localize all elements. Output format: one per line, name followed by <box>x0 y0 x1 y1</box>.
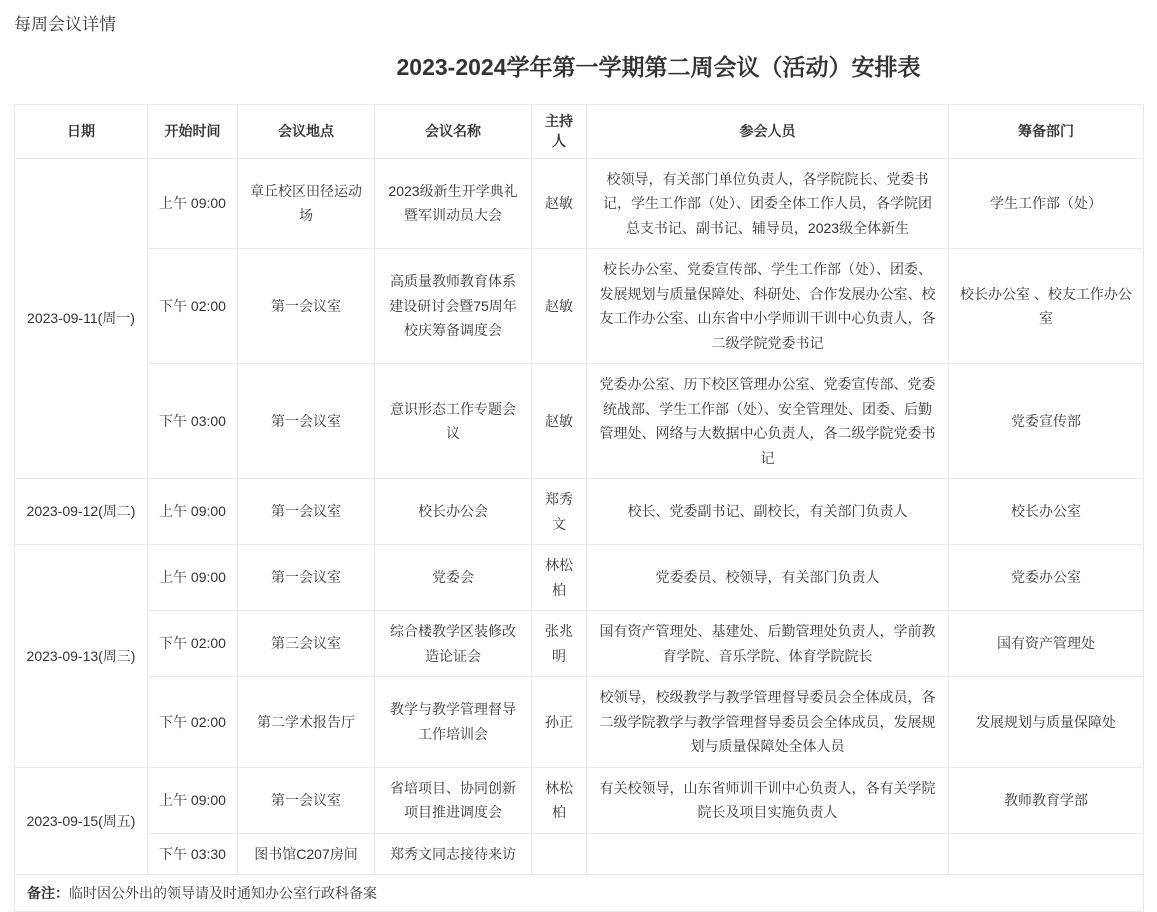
note-text: 临时因公外出的领导请及时通知办公室行政科备案 <box>69 885 377 902</box>
cell-meeting: 省培项目、协同创新项目推进调度会 <box>375 767 532 833</box>
cell-host: 赵敏 <box>532 364 587 479</box>
cell-participants: 校领导，有关部门单位负责人，各学院院长、党委书记，学生工作部（处）、团委全体工作人员，各学院团总支书记、副书记、辅导员，2023级全体新生 <box>587 158 949 249</box>
cell-department: 国有资产管理处 <box>949 611 1144 677</box>
cell-host: 林松柏 <box>532 767 587 833</box>
cell-location: 图书馆C207房间 <box>238 833 375 875</box>
cell-department: 发展规划与质量保障处 <box>949 677 1144 768</box>
column-header-meeting: 会议名称 <box>375 105 532 159</box>
cell-department: 党委宣传部 <box>949 364 1144 479</box>
cell-time: 下午 03:00 <box>148 364 238 479</box>
column-header-date: 日期 <box>15 105 148 159</box>
weekly-meeting-page <box>0 10 1157 912</box>
cell-location: 第三会议室 <box>238 611 375 677</box>
cell-time: 上午 09:00 <box>148 479 238 545</box>
cell-host: 林松柏 <box>532 545 587 611</box>
cell-meeting: 教学与教学管理督导工作培训会 <box>375 677 532 768</box>
cell-department: 校长办公室 、校友工作办公室 <box>949 249 1144 364</box>
note-row <box>15 875 1144 912</box>
cell-department: 校长办公室 <box>949 479 1144 545</box>
cell-time: 上午 09:00 <box>148 545 238 611</box>
cell-participants: 校长办公室、党委宣传部、学生工作部（处）、团委、发展规划与质量保障处、科研处、合作发展办公室、校友工作办公室、山东省中小学师训干训中心负责人，各二级学院党委书记 <box>587 249 949 364</box>
table-row <box>15 479 1144 545</box>
cell-location: 第一会议室 <box>238 364 375 479</box>
column-header-location: 会议地点 <box>238 105 375 159</box>
schedule-title: 2023-2024学年第一学期第二周会议（活动）安排表 <box>396 54 921 80</box>
cell-host <box>532 833 587 875</box>
cell-participants: 有关校领导，山东省师训干训中心负责人，各有关学院院长及项目实施负责人 <box>587 767 949 833</box>
cell-date: 2023-09-13(周三) <box>15 545 148 768</box>
cell-host: 赵敏 <box>532 249 587 364</box>
cell-meeting: 综合楼教学区装修改造论证会 <box>375 611 532 677</box>
note-label: 备注： <box>27 885 69 902</box>
table-row <box>15 158 1144 249</box>
cell-participants: 党委委员、校领导，有关部门负责人 <box>587 545 949 611</box>
cell-time: 下午 03:30 <box>148 833 238 875</box>
cell-host: 孙正 <box>532 677 587 768</box>
cell-participants: 国有资产管理处、基建处、后勤管理处负责人，学前教育学院、音乐学院、体育学院院长 <box>587 611 949 677</box>
cell-participants: 党委办公室、历下校区管理办公室、党委宣传部、党委统战部、学生工作部（处）、安全管理处、团委、后勤管理处、网络与大数据中心负责人，各二级学院党委书记 <box>587 364 949 479</box>
cell-location: 第一会议室 <box>238 767 375 833</box>
cell-location: 第一会议室 <box>238 545 375 611</box>
table-row <box>15 611 1144 677</box>
page-title: 每周会议详情 <box>14 15 116 34</box>
cell-meeting: 2023级新生开学典礼暨军训动员大会 <box>375 158 532 249</box>
cell-time: 下午 02:00 <box>148 677 238 768</box>
cell-location: 第二学术报告厅 <box>238 677 375 768</box>
cell-location: 章丘校区田径运动场 <box>238 158 375 249</box>
header-row <box>15 105 1144 159</box>
cell-department: 学生工作部（处） <box>949 158 1144 249</box>
column-header-host: 主持人 <box>532 105 587 159</box>
cell-meeting: 党委会 <box>375 545 532 611</box>
table-header <box>15 105 1144 159</box>
cell-meeting: 高质量教师教育体系建设研讨会暨75周年校庆筹备调度会 <box>375 249 532 364</box>
cell-host: 赵敏 <box>532 158 587 249</box>
table-body <box>15 158 1144 875</box>
table-row <box>15 677 1144 768</box>
table-row <box>15 249 1144 364</box>
cell-meeting: 意识形态工作专题会议 <box>375 364 532 479</box>
column-header-department: 筹备部门 <box>949 105 1144 159</box>
cell-participants: 校长、党委副书记、副校长，有关部门负责人 <box>587 479 949 545</box>
cell-time: 下午 02:00 <box>148 249 238 364</box>
table-row <box>15 545 1144 611</box>
table-row <box>15 364 1144 479</box>
column-header-time: 开始时间 <box>148 105 238 159</box>
cell-location: 第一会议室 <box>238 249 375 364</box>
cell-meeting: 校长办公会 <box>375 479 532 545</box>
cell-location: 第一会议室 <box>238 479 375 545</box>
cell-participants <box>587 833 949 875</box>
cell-date: 2023-09-15(周五) <box>15 767 148 875</box>
note-cell <box>15 875 1144 912</box>
cell-time: 上午 09:00 <box>148 158 238 249</box>
table-row <box>15 767 1144 833</box>
column-header-participants: 参会人员 <box>587 105 949 159</box>
cell-participants: 校领导，校级教学与教学管理督导委员会全体成员，各二级学院教学与教学管理督导委员会全体成员，发展规划与质量保障处全体人员 <box>587 677 949 768</box>
cell-time: 下午 02:00 <box>148 611 238 677</box>
cell-date: 2023-09-12(周二) <box>15 479 148 545</box>
cell-date: 2023-09-11(周一) <box>15 158 148 479</box>
cell-host: 张兆明 <box>532 611 587 677</box>
table-row <box>15 833 1144 875</box>
meeting-schedule-table <box>14 104 1144 912</box>
cell-meeting: 郑秀文同志接待来访 <box>375 833 532 875</box>
cell-time: 上午 09:00 <box>148 767 238 833</box>
cell-department: 党委办公室 <box>949 545 1144 611</box>
table-footer <box>15 875 1144 912</box>
cell-host: 郑秀文 <box>532 479 587 545</box>
cell-department <box>949 833 1144 875</box>
cell-department: 教师教育学部 <box>949 767 1144 833</box>
